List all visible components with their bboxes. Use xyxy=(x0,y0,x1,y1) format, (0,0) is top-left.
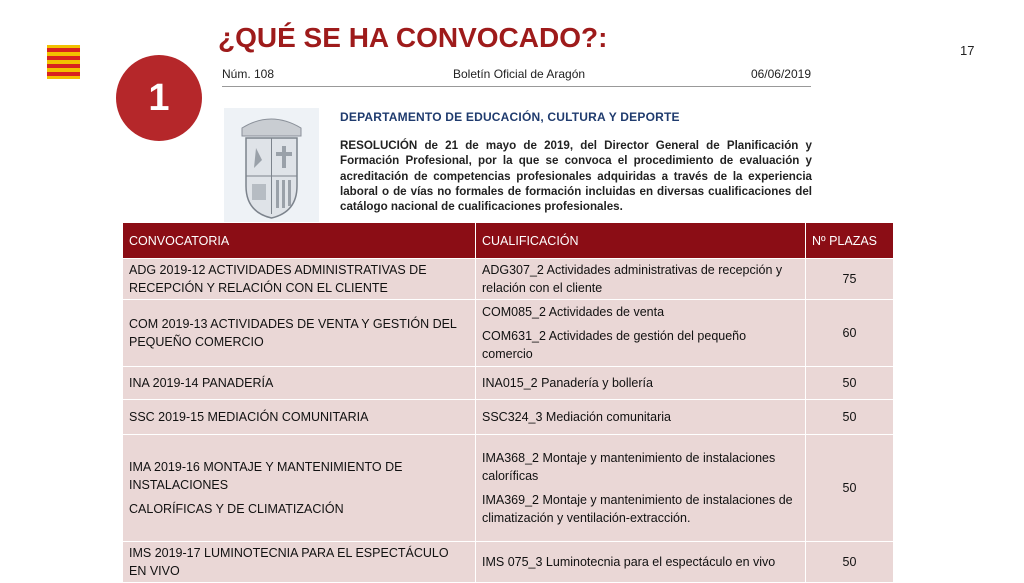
cell-cualificacion xyxy=(476,259,806,300)
cell-convocatoria xyxy=(123,300,476,367)
boa-date: 06/06/2019 xyxy=(750,67,811,81)
department-heading: DEPARTAMENTO DE EDUCACIÓN, CULTURA Y DEPORTE xyxy=(340,110,680,124)
coat-of-arms-icon xyxy=(224,108,319,222)
page-number: 17 xyxy=(960,43,975,58)
table-row xyxy=(123,400,894,435)
boa-publication: Boletín Oficial de Aragón xyxy=(453,67,586,81)
cell-cualificacion xyxy=(476,300,806,367)
cell-convocatoria xyxy=(123,367,476,400)
table-row xyxy=(123,435,894,542)
cell-cualificacion xyxy=(476,542,806,583)
header-convocatoria: CONVOCATORIA xyxy=(123,223,476,259)
cell-convocatoria xyxy=(123,400,476,435)
table-header-row xyxy=(123,223,894,259)
boa-number: Núm. 108 xyxy=(222,67,275,81)
header-cualificacion: CUALIFICACIÓN xyxy=(476,223,806,259)
cell-text: SSC324_3 Mediación comunitaria xyxy=(482,410,671,424)
cell-text: IMA 2019-16 MONTAJE Y MANTENIMIENTO DE INSTALACIONES xyxy=(129,460,403,492)
cell-text: ADG307_2 Actividades administrativas de recepción y relación con el cliente xyxy=(482,263,783,295)
aragon-flag-icon xyxy=(47,45,80,79)
boa-divider xyxy=(222,86,811,87)
cell-text: IMA369_2 Montaje y mantenimiento de instalaciones de climatización y ventilación-extracción. xyxy=(482,493,793,525)
cell-text: CALORÍFICAS Y DE CLIMATIZACIÓN xyxy=(129,502,344,516)
cell-text: INA015_2 Panadería y bollería xyxy=(482,376,653,390)
cell-text: INA 2019-14 PANADERÍA xyxy=(129,376,274,390)
table-row xyxy=(123,259,894,300)
cell-plazas: 75 xyxy=(806,259,894,300)
cell-plazas: 50 xyxy=(806,435,894,542)
cell-cualificacion xyxy=(476,400,806,435)
cell-text: COM631_2 Actividades de gestión del pequeño comercio xyxy=(482,329,747,361)
cell-text: COM 2019-13 ACTIVIDADES DE VENTA Y GESTIÓN DEL PEQUEÑO COMERCIO xyxy=(129,317,457,349)
header-plazas: Nº PLAZAS xyxy=(806,223,894,259)
slide-title: ¿QUÉ SE HA CONVOCADO?: xyxy=(218,22,608,53)
table-row xyxy=(123,300,894,367)
cell-convocatoria xyxy=(123,542,476,583)
cell-plazas: 50 xyxy=(806,400,894,435)
cell-text: IMS 075_3 Luminotecnia para el espectáculo en vivo xyxy=(482,555,776,569)
step-badge: 1 xyxy=(116,55,202,141)
boa-header xyxy=(222,67,811,81)
cell-plazas: 50 xyxy=(806,367,894,400)
cell-cualificacion xyxy=(476,435,806,542)
table-row xyxy=(123,542,894,583)
table-row xyxy=(123,367,894,400)
convocatorias-table xyxy=(122,222,894,583)
cell-plazas: 60 xyxy=(806,300,894,367)
cell-text: SSC 2019-15 MEDIACIÓN COMUNITARIA xyxy=(129,410,369,424)
cell-text: ADG 2019-12 ACTIVIDADES ADMINISTRATIVAS DE RECEPCIÓN Y RELACIÓN CON EL CLIENTE xyxy=(129,263,427,295)
cell-plazas: 50 xyxy=(806,542,894,583)
cell-convocatoria xyxy=(123,259,476,300)
cell-cualificacion xyxy=(476,367,806,400)
cell-text: COM085_2 Actividades de venta xyxy=(482,305,665,319)
cell-text: IMA368_2 Montaje y mantenimiento de instalaciones caloríficas xyxy=(482,451,776,483)
resolution-text: RESOLUCIÓN de 21 de mayo de 2019, del Director General de Planificación y Formación Profesional, por la que se convoca el procedimiento de evaluación y acreditación de competencias profesionales adquiridas a través de la experiencia laboral o de vías no formales de formación incluidas en diversas cualificaciones del catálogo nacional de cualificaciones profesionales. xyxy=(340,139,812,214)
cell-convocatoria xyxy=(123,435,476,542)
cell-text: IMS 2019-17 LUMINOTECNIA PARA EL ESPECTÁCULO EN VIVO xyxy=(129,546,449,578)
